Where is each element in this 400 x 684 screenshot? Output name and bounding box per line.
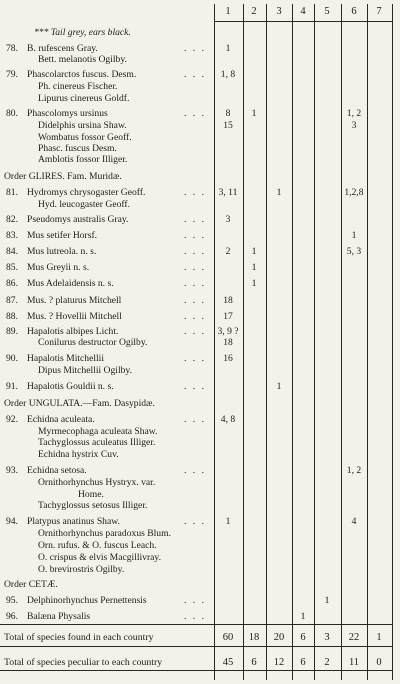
table-row bbox=[0, 93, 400, 105]
leader-dots: . . . bbox=[184, 262, 206, 273]
synonym-name: Orn. rufus. & O. fuscus Leach. bbox=[38, 540, 157, 551]
locality-cell: 1,2,8 bbox=[344, 187, 364, 198]
species-number: 92. bbox=[6, 414, 18, 425]
species-name: Balæna Physalis bbox=[27, 611, 91, 622]
locality-cell: 1 bbox=[251, 278, 257, 289]
locality-cell: 4 bbox=[351, 516, 357, 527]
species-number: 78. bbox=[6, 43, 18, 54]
table-row bbox=[0, 552, 400, 564]
row-rule bbox=[0, 670, 392, 671]
locality-cell: 17 bbox=[223, 311, 233, 322]
species-name: Hapalotis Gouldii n. s. bbox=[27, 381, 114, 392]
leader-dots: . . . bbox=[184, 381, 206, 392]
synonym-name: Ph. cinereus Fischer. bbox=[38, 81, 118, 92]
species-number: 87. bbox=[6, 295, 18, 306]
species-number: 86. bbox=[6, 278, 18, 289]
species-name: Mus lutreola. n. s. bbox=[27, 246, 97, 257]
synonym-name: Tachyglossus aculeatus Illiger. bbox=[38, 437, 156, 448]
species-name: Mus. ? Hovellii Mitchell bbox=[27, 311, 122, 322]
species-name: Hydromys chrysogaster Geoff. bbox=[27, 187, 146, 198]
leader-dots: . . . bbox=[184, 214, 206, 225]
table-row bbox=[0, 528, 400, 540]
locality-cell: 2 bbox=[225, 246, 231, 257]
locality-cell: 1 bbox=[324, 595, 330, 606]
synonym-name: Didelphis ursina Shaw. bbox=[38, 120, 127, 131]
species-number: 81. bbox=[6, 187, 18, 198]
leader-dots: . . . bbox=[184, 311, 206, 322]
table-row bbox=[0, 564, 400, 576]
table-row bbox=[0, 120, 400, 132]
locality-cell: 16 bbox=[223, 353, 233, 364]
row-rule bbox=[0, 624, 392, 625]
table-row bbox=[0, 449, 400, 461]
total-value: 6 bbox=[251, 657, 257, 668]
leader-dots: . . . bbox=[184, 43, 206, 54]
species-name: Mus setifer Horsf. bbox=[27, 230, 98, 241]
table-row bbox=[0, 295, 400, 307]
table-row bbox=[0, 516, 400, 528]
total-value: 22 bbox=[348, 632, 360, 643]
total-value: 45 bbox=[222, 657, 234, 668]
synonym-name: Myrmecophaga aculeata Shaw. bbox=[38, 426, 158, 437]
leader-dots: . . . bbox=[184, 108, 206, 119]
leader-dots: . . . bbox=[184, 611, 206, 622]
order-label: Order CETÆ. bbox=[4, 579, 58, 590]
total-value: 60 bbox=[222, 632, 234, 643]
species-number: 94. bbox=[6, 516, 18, 527]
species-name: Hapalotis albipes Licht. bbox=[27, 326, 119, 337]
table-row bbox=[0, 611, 400, 623]
species-number: 93. bbox=[6, 465, 18, 476]
table-row bbox=[0, 337, 400, 349]
locality-cell: 3 bbox=[225, 214, 231, 225]
synonym-name: Echidna hystrix Cuv. bbox=[38, 449, 119, 460]
column-header: 7 bbox=[376, 6, 382, 17]
species-name: Hapalotis Mitchellii bbox=[27, 353, 105, 364]
synonym-name: Conilurus destructor Ogilby. bbox=[38, 337, 148, 348]
total-value: 11 bbox=[348, 657, 360, 668]
leader-dots: . . . bbox=[184, 187, 206, 198]
species-number: 96. bbox=[6, 611, 18, 622]
total-value: 20 bbox=[273, 632, 285, 643]
total-value: 6 bbox=[300, 632, 306, 643]
leader-dots: . . . bbox=[184, 278, 206, 289]
locality-cell: 15 bbox=[223, 120, 233, 131]
species-number: 82. bbox=[6, 214, 18, 225]
order-heading bbox=[0, 398, 400, 410]
table-row bbox=[0, 108, 400, 120]
locality-cell: 1 bbox=[300, 611, 306, 622]
total-value: 6 bbox=[300, 657, 306, 668]
totals-label: Total of species peculiar to each country bbox=[4, 657, 163, 668]
column-header: 6 bbox=[351, 6, 357, 17]
total-value: 2 bbox=[324, 657, 330, 668]
species-name: Mus Greyii n. s. bbox=[27, 262, 90, 273]
table-row bbox=[0, 154, 400, 166]
species-number: 80. bbox=[6, 108, 18, 119]
locality-cell: 1, 2 bbox=[346, 465, 362, 476]
leader-dots: . . . bbox=[184, 465, 206, 476]
order-heading bbox=[0, 579, 400, 591]
column-header: 5 bbox=[324, 6, 330, 17]
synonym-name: Bett. melanotis Ogilby. bbox=[38, 54, 127, 65]
locality-cell: 1 bbox=[276, 381, 282, 392]
table-row bbox=[0, 500, 400, 512]
total-value: 12 bbox=[273, 657, 285, 668]
synonym-name: Ornithorhynchus paradoxus Blum. bbox=[38, 528, 171, 539]
synonym-name: Ornithorhynchus Hystryx. var. bbox=[38, 477, 156, 488]
locality-cell: 1, 8 bbox=[220, 69, 236, 80]
synonym-name: Hyd. leucogaster Geoff. bbox=[38, 199, 130, 210]
row-rule bbox=[214, 21, 392, 22]
total-value: 1 bbox=[376, 632, 382, 643]
species-name: B. rufescens Gray. bbox=[27, 43, 98, 54]
species-number: 91. bbox=[6, 381, 18, 392]
locality-cell: 1 bbox=[251, 246, 257, 257]
species-name: Phascolomys ursinus bbox=[27, 108, 108, 119]
species-name: Pseudomys australis Gray. bbox=[27, 214, 129, 225]
table-row bbox=[0, 477, 400, 489]
synonym-name: Lipurus cinereus Goldf. bbox=[38, 93, 130, 104]
totals-row bbox=[0, 657, 400, 669]
table-row bbox=[0, 81, 400, 93]
locality-cell: 3, 9 ? bbox=[217, 326, 239, 337]
leader-dots: . . . bbox=[184, 295, 206, 306]
locality-cell: 1 bbox=[225, 516, 231, 527]
synonym-name: Phasc. fuscus Desm. bbox=[38, 143, 117, 154]
synonym-name: Wombatus fossor Geoff. bbox=[38, 132, 132, 143]
column-header: 1 bbox=[225, 6, 231, 17]
table-row bbox=[0, 214, 400, 226]
species-number: 83. bbox=[6, 230, 18, 241]
table-row bbox=[0, 230, 400, 242]
species-name: Echidna setosa. bbox=[27, 465, 87, 476]
synonym-name: O. brevirostris Ogilby. bbox=[38, 564, 125, 575]
locality-cell: 18 bbox=[223, 337, 233, 348]
table-row bbox=[0, 262, 400, 274]
species-number: 89. bbox=[6, 326, 18, 337]
leader-dots: . . . bbox=[184, 414, 206, 425]
heading-text: *** Tail grey, ears black. bbox=[34, 27, 131, 38]
column-header: 4 bbox=[300, 6, 306, 17]
locality-cell: 1 bbox=[251, 108, 257, 119]
species-number: 90. bbox=[6, 353, 18, 364]
leader-dots: . . . bbox=[184, 230, 206, 241]
locality-cell: 1 bbox=[225, 43, 231, 54]
locality-cell: 1 bbox=[351, 230, 357, 241]
table-row bbox=[0, 465, 400, 477]
column-header: 2 bbox=[251, 6, 257, 17]
leader-dots: . . . bbox=[184, 246, 206, 257]
table-row bbox=[0, 54, 400, 66]
locality-cell: 4, 8 bbox=[220, 414, 236, 425]
species-number: 95. bbox=[6, 595, 18, 606]
synonym-name: Amblotis fossor Illiger. bbox=[38, 154, 128, 165]
table-row bbox=[0, 199, 400, 211]
total-value: 0 bbox=[376, 657, 382, 668]
column-header: 3 bbox=[276, 6, 282, 17]
section-heading bbox=[0, 27, 400, 39]
leader-dots: . . . bbox=[184, 353, 206, 364]
table-row bbox=[0, 353, 400, 365]
locality-cell: 18 bbox=[223, 295, 233, 306]
row-rule bbox=[0, 646, 392, 647]
table-row bbox=[0, 365, 400, 377]
locality-cell: 3, 11 bbox=[218, 187, 238, 198]
leader-dots: . . . bbox=[184, 326, 206, 337]
species-name: Platypus anatinus Shaw. bbox=[27, 516, 120, 527]
locality-cell: 8 bbox=[225, 108, 231, 119]
locality-cell: 3 bbox=[351, 120, 357, 131]
synonym-name: Home. bbox=[78, 489, 104, 500]
table-row bbox=[0, 540, 400, 552]
table-row bbox=[0, 595, 400, 607]
synonym-name: Tachyglossus setosus Illiger. bbox=[38, 500, 148, 511]
table-row bbox=[0, 69, 400, 81]
synonym-name: O. crispus & elvis Macgillivray. bbox=[38, 552, 162, 563]
locality-cell: 1 bbox=[251, 262, 257, 273]
table-row bbox=[0, 381, 400, 393]
locality-cell: 1, 2 bbox=[346, 108, 362, 119]
species-number: 79. bbox=[6, 69, 18, 80]
locality-cell: 1 bbox=[276, 187, 282, 198]
table-row bbox=[0, 246, 400, 258]
order-label: Order GLIRES. Fam. Muridæ. bbox=[4, 171, 122, 182]
leader-dots: . . . bbox=[184, 516, 206, 527]
locality-cell: 5, 3 bbox=[346, 246, 362, 257]
table-row bbox=[0, 437, 400, 449]
totals-row bbox=[0, 632, 400, 644]
species-number: 85. bbox=[6, 262, 18, 273]
synonym-name: Dipus Mitchellii Ogilby. bbox=[38, 365, 132, 376]
species-name: Echidna aculeata. bbox=[27, 414, 95, 425]
table-row bbox=[0, 278, 400, 290]
totals-label: Total of species found in each country bbox=[4, 632, 154, 643]
total-value: 18 bbox=[248, 632, 260, 643]
species-name: Mus. ? platurus Mitchell bbox=[27, 295, 122, 306]
species-number: 84. bbox=[6, 246, 18, 257]
leader-dots: . . . bbox=[184, 69, 206, 80]
species-name: Phascolarctos fuscus. Desm. bbox=[27, 69, 137, 80]
table-row bbox=[0, 187, 400, 199]
species-name: Delphinorhynchus Pernettensis bbox=[27, 595, 147, 606]
table-row bbox=[0, 311, 400, 323]
order-heading bbox=[0, 171, 400, 183]
leader-dots: . . . bbox=[184, 595, 206, 606]
total-value: 3 bbox=[324, 632, 330, 643]
species-number: 88. bbox=[6, 311, 18, 322]
species-name: Mus Adelaidensis n. s. bbox=[27, 278, 114, 289]
table-row bbox=[0, 414, 400, 426]
order-label: Order UNGULATA.—Fam. Dasypidæ. bbox=[4, 398, 155, 409]
